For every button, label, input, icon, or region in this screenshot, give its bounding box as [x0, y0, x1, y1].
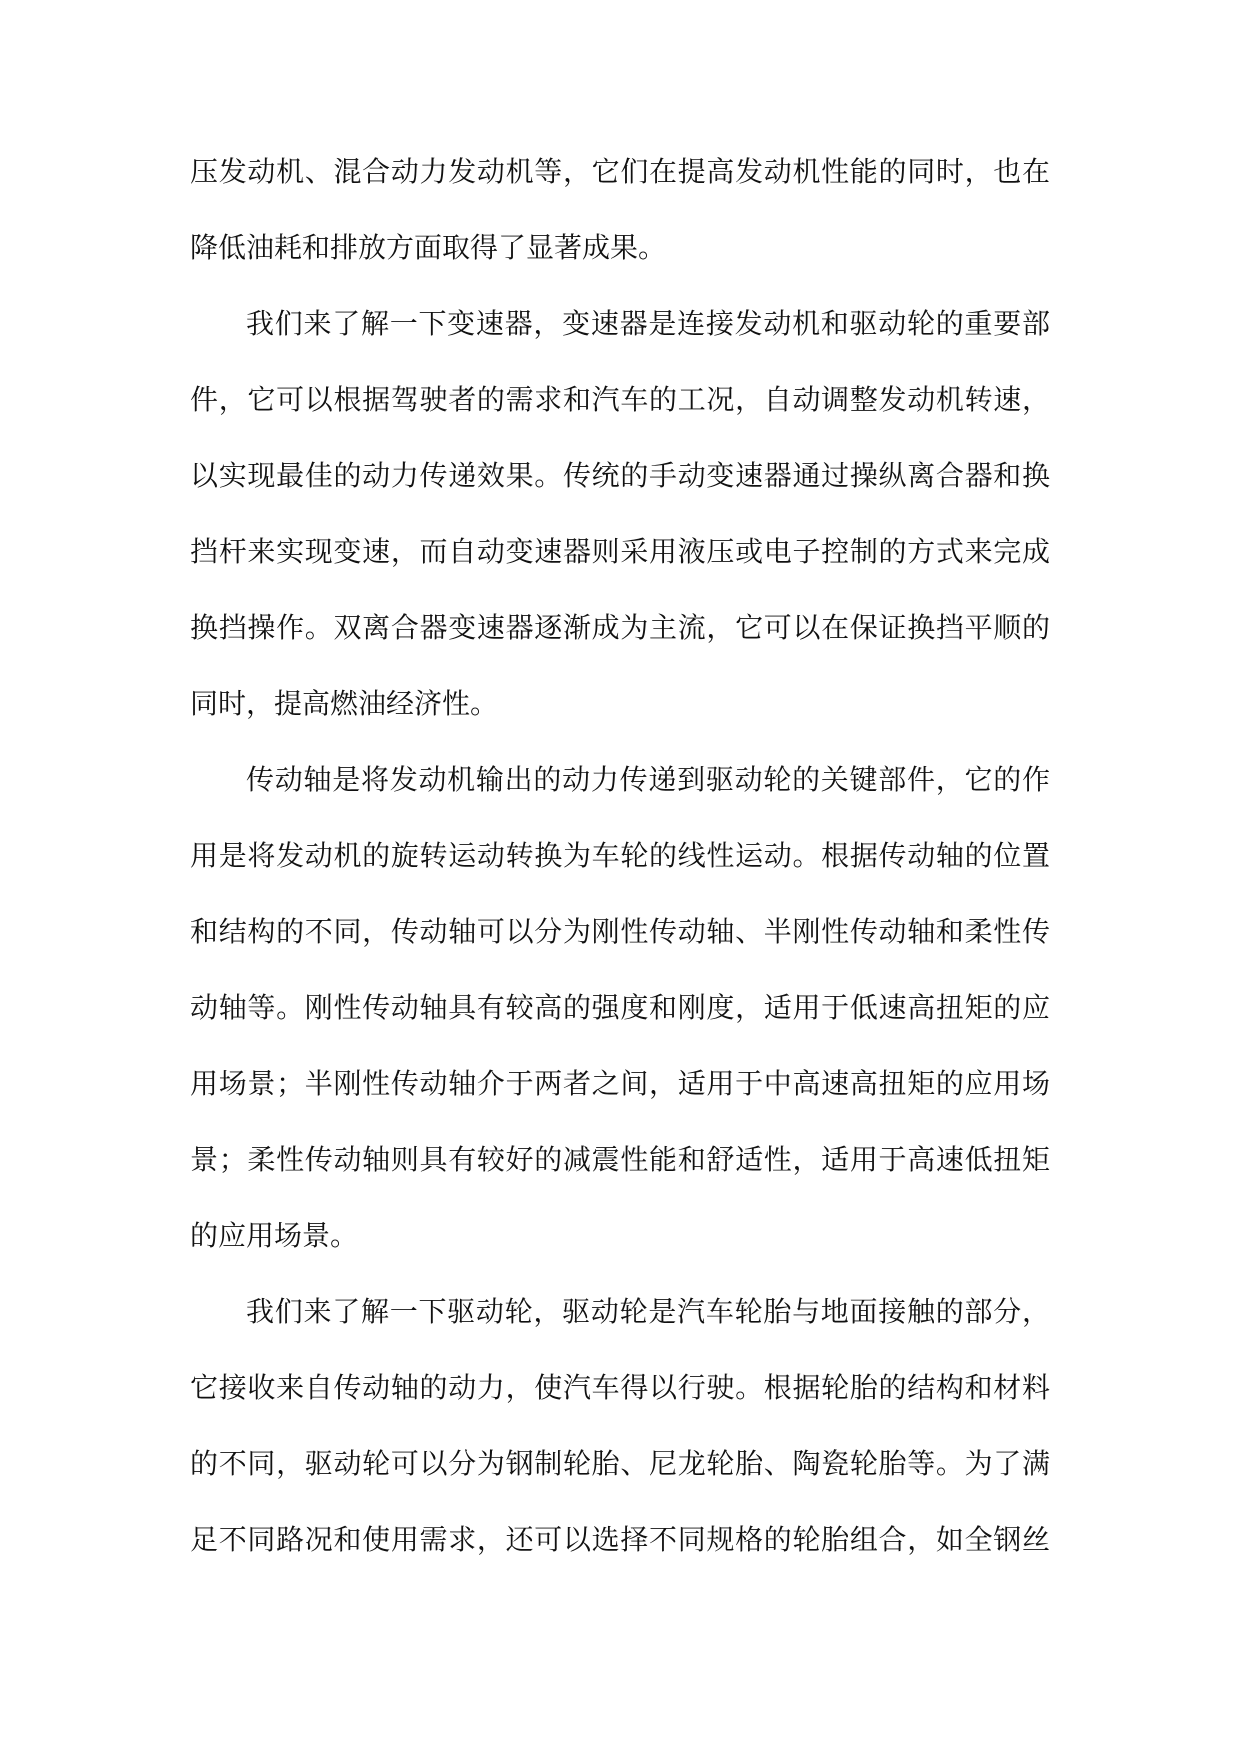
text-line: 压发动机、混合动力发动机等，它们在提高发动机性能的同时，也在: [190, 155, 1050, 188]
text-line: 我们来了解一下驱动轮，驱动轮是汽车轮胎与地面接触的部分，: [246, 1295, 1050, 1328]
text-line: 件，它可以根据驾驶者的需求和汽车的工况，自动调整发动机转速，: [190, 383, 1050, 416]
text-line: 的应用场景。: [190, 1219, 359, 1252]
text-line: 换挡操作。双离合器变速器逐渐成为主流，它可以在保证换挡平顺的: [190, 611, 1050, 644]
text-line: 用是将发动机的旋转运动转换为车轮的线性运动。根据传动轴的位置: [190, 839, 1050, 872]
text-line: 动轴等。刚性传动轴具有较高的强度和刚度，适用于低速高扭矩的应: [190, 991, 1050, 1024]
text-line: 我们来了解一下变速器，变速器是连接发动机和驱动轮的重要部: [246, 307, 1050, 340]
text-line: 和结构的不同，传动轴可以分为刚性传动轴、半刚性传动轴和柔性传: [190, 915, 1050, 948]
text-line: 用场景；半刚性传动轴介于两者之间，适用于中高速高扭矩的应用场: [190, 1067, 1050, 1100]
text-line: 以实现最佳的动力传递效果。传统的手动变速器通过操纵离合器和换: [190, 459, 1050, 492]
text-line: 挡杆来实现变速，而自动变速器则采用液压或电子控制的方式来完成: [190, 535, 1050, 568]
text-line: 传动轴是将发动机输出的动力传递到驱动轮的关键部件，它的作: [246, 763, 1050, 796]
text-line: 足不同路况和使用需求，还可以选择不同规格的轮胎组合，如全钢丝: [190, 1523, 1050, 1556]
text-line: 的不同，驱动轮可以分为钢制轮胎、尼龙轮胎、陶瓷轮胎等。为了满: [190, 1447, 1050, 1480]
body-text: [190, 140, 1050, 1584]
text-line: 同时，提高燃油经济性。: [190, 687, 499, 720]
text-line: 它接收来自传动轴的动力，使汽车得以行驶。根据轮胎的结构和材料: [190, 1371, 1050, 1404]
text-line: 景；柔性传动轴则具有较好的减震性能和舒适性，适用于高速低扭矩: [190, 1143, 1050, 1176]
text-line: 降低油耗和排放方面取得了显著成果。: [190, 231, 667, 264]
